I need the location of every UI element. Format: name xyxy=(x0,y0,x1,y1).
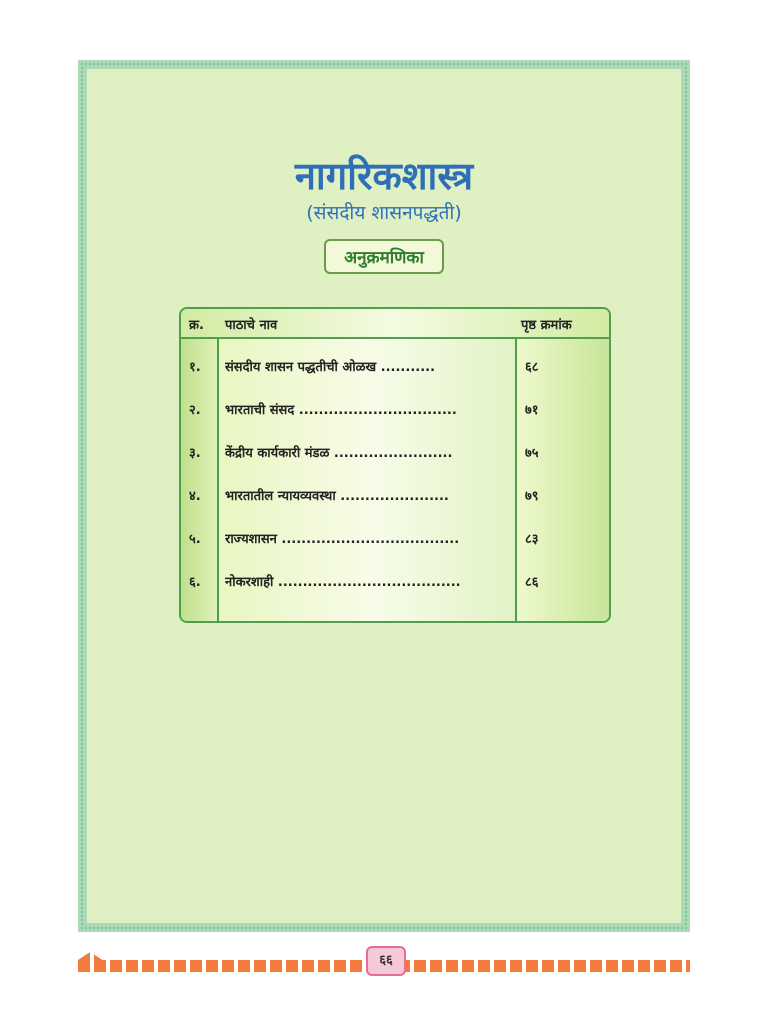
table-row xyxy=(181,392,609,435)
header-number: क्र. xyxy=(189,318,204,333)
index-badge: अनुक्रमणिका xyxy=(324,239,444,274)
row-title: राज्यशासन .................................... xyxy=(225,532,460,547)
row-number: ६. xyxy=(189,575,201,590)
row-page: ६८ xyxy=(525,360,539,375)
row-title: भारतातील न्यायव्यवस्था ...................... xyxy=(225,489,449,504)
row-title: नोकरशाही ..................................... xyxy=(225,575,461,590)
page-subtitle: (संसदीय शासनपद्धती) xyxy=(306,202,462,224)
row-number: ३. xyxy=(189,446,201,461)
row-number: १. xyxy=(189,360,201,375)
header-title: पाठाचे नाव xyxy=(225,318,278,333)
header-page: पृष्ठ क्रमांक xyxy=(521,318,572,333)
table-row xyxy=(181,564,609,607)
row-page: ७१ xyxy=(525,403,539,418)
page-number: ६६ xyxy=(366,946,406,976)
row-number: २. xyxy=(189,403,201,418)
row-page: ८३ xyxy=(525,532,539,547)
row-number: ५. xyxy=(189,532,201,547)
page-frame xyxy=(78,60,690,932)
row-page: ७९ xyxy=(525,489,539,504)
table-row xyxy=(181,478,609,521)
row-title: भारताची संसद ................................ xyxy=(225,403,457,418)
row-title: केंद्रीय कार्यकारी मंडळ ........................ xyxy=(225,446,453,461)
page-title: नागरिकशास्त्र xyxy=(294,154,474,198)
table-row xyxy=(181,349,609,392)
row-title: संसदीय शासन पद्धतीची ओळख ........... xyxy=(225,360,436,375)
toc-header xyxy=(181,309,609,339)
row-number: ४. xyxy=(189,489,201,504)
row-page: ७५ xyxy=(525,446,539,461)
table-row xyxy=(181,435,609,478)
table-row xyxy=(181,521,609,564)
toc-table xyxy=(179,307,611,623)
row-page: ८६ xyxy=(525,575,539,590)
